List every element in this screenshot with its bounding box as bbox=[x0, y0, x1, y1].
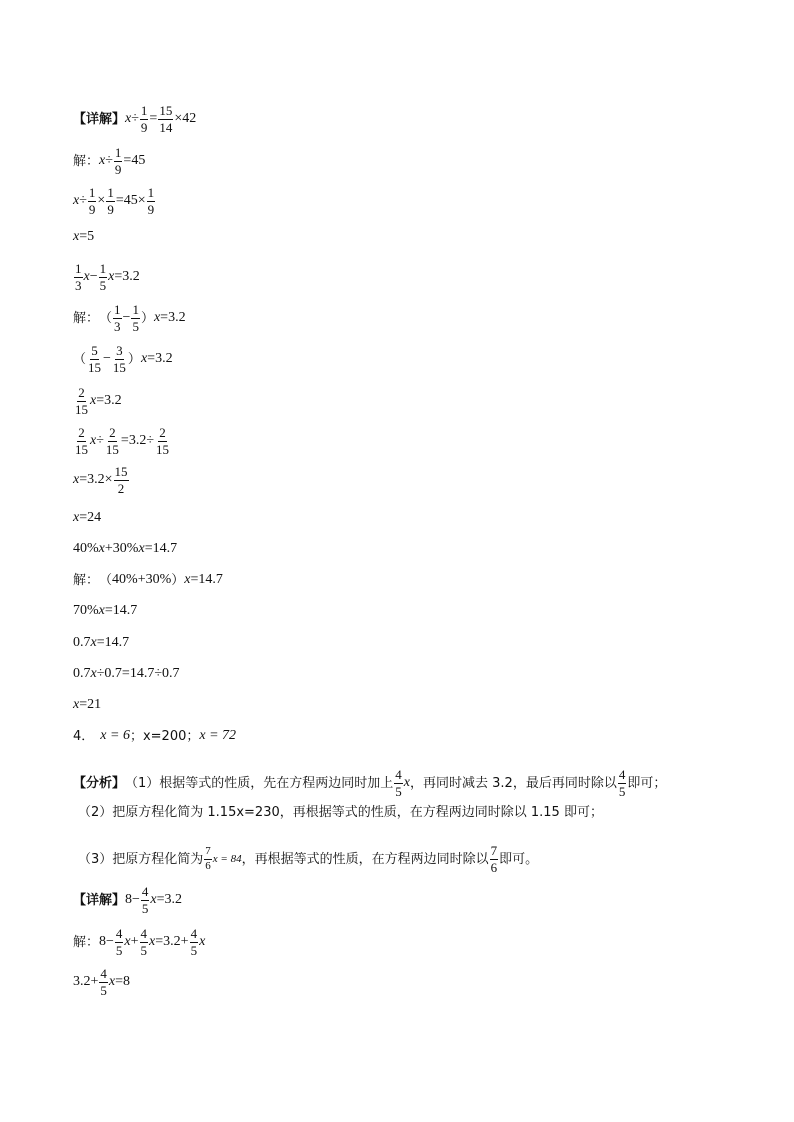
paren-close: ） bbox=[140, 310, 154, 326]
num-3-2: 3.2 bbox=[73, 974, 91, 990]
fraction-4-5: $\frac{4}{5}$ bbox=[618, 767, 626, 799]
num-0-7: 0.7 bbox=[104, 666, 122, 681]
op-eq: = bbox=[104, 603, 113, 618]
op-eq: = bbox=[96, 393, 105, 409]
var-x: x bbox=[108, 974, 116, 990]
paren-close: ） bbox=[171, 572, 185, 588]
fraction-15-14: $\frac{15}{14}$ bbox=[159, 103, 173, 135]
eq-line-4 bbox=[73, 230, 764, 244]
paren-open: （ bbox=[99, 572, 113, 588]
op-div: ÷ bbox=[96, 433, 104, 449]
num-45: 45 bbox=[123, 193, 138, 209]
op-eq: = bbox=[155, 934, 164, 950]
var-x: x bbox=[403, 775, 411, 791]
fraction-1-5: $\frac{1}{5}$ bbox=[99, 261, 107, 293]
op-div: ÷ bbox=[96, 666, 105, 681]
var-x: x bbox=[73, 193, 80, 209]
num-8: 8 bbox=[125, 892, 133, 908]
num-40: 40 bbox=[73, 541, 87, 556]
answer-line-4 bbox=[73, 729, 764, 743]
op-div: ÷ bbox=[79, 193, 87, 209]
op-minus: − bbox=[103, 351, 111, 367]
paren-open: （ bbox=[73, 351, 87, 367]
num-8: 8 bbox=[99, 934, 107, 950]
var-x: x bbox=[199, 934, 206, 950]
eq-line-17 bbox=[73, 698, 764, 712]
num-3-2: 3.2 bbox=[168, 310, 186, 326]
var-x: x bbox=[140, 351, 148, 367]
analysis-line-2 bbox=[78, 806, 764, 819]
num-3-2: 3.2 bbox=[104, 393, 122, 409]
solve-label: 解： bbox=[73, 153, 100, 169]
fraction-1-9: $\frac{1}{9}$ bbox=[114, 145, 122, 177]
analysis-label: 【分析】 bbox=[73, 775, 126, 791]
var-x: x bbox=[138, 541, 145, 556]
eq-line-8 bbox=[73, 386, 764, 416]
op-plus: + bbox=[137, 572, 146, 587]
answer-number: 4． bbox=[73, 728, 95, 744]
op-eq: = bbox=[156, 892, 165, 908]
fraction-1-9: $\frac{1}{9}$ bbox=[88, 185, 96, 217]
op-div: ÷ bbox=[105, 153, 113, 169]
fraction-15-2: $\frac{15}{2}$ bbox=[114, 464, 128, 496]
var-x: x bbox=[149, 934, 156, 950]
num-3-2: 3.2 bbox=[128, 433, 147, 449]
num-0-7: 0.7 bbox=[73, 635, 91, 650]
op-plus: + bbox=[104, 541, 113, 556]
var-x: x bbox=[184, 572, 191, 587]
fraction-7-6: $\frac{7}{6}$ bbox=[205, 845, 211, 872]
op-plus: + bbox=[130, 934, 139, 950]
op-times: × bbox=[97, 193, 106, 209]
fraction-2-15: $\frac{2}{15}$ bbox=[75, 385, 88, 417]
analysis-line-1 bbox=[73, 768, 764, 798]
var-x: x bbox=[153, 310, 161, 326]
op-eq: = bbox=[79, 697, 88, 712]
percent-sign: % bbox=[87, 541, 99, 556]
fraction-4-5: $\frac{4}{5}$ bbox=[100, 966, 107, 998]
percent-sign: % bbox=[159, 572, 172, 587]
num-40: 40 bbox=[112, 572, 127, 587]
num-0-7: 0.7 bbox=[73, 666, 91, 681]
fraction-2-15: $\frac{2}{15}$ bbox=[156, 425, 169, 457]
num-14-7: 14.7 bbox=[198, 572, 223, 587]
op-eq: = bbox=[79, 472, 88, 488]
eq-line-6 bbox=[73, 303, 764, 333]
eq-line-11 bbox=[73, 511, 764, 525]
num-3-2: 3.2 bbox=[155, 351, 173, 367]
op-eq: = bbox=[160, 310, 169, 326]
analysis-p3-pre: （3）把原方程化简为 bbox=[78, 851, 204, 867]
op-times: × bbox=[174, 111, 183, 127]
fraction-1-9: $\frac{1}{9}$ bbox=[147, 185, 155, 217]
op-minus: − bbox=[89, 269, 98, 285]
var-x: x bbox=[73, 472, 80, 488]
num-14-7: 14.7 bbox=[152, 541, 178, 556]
op-div: ÷ bbox=[131, 111, 139, 127]
analysis-p1-post: 即可； bbox=[627, 775, 667, 791]
solve-label: 解： bbox=[73, 934, 100, 950]
eq-line-23 bbox=[73, 927, 764, 957]
num-30: 30 bbox=[145, 572, 160, 587]
var-x: x bbox=[90, 666, 97, 681]
op-times: × bbox=[137, 193, 146, 209]
eq-line-13 bbox=[73, 573, 764, 587]
var-x: x bbox=[83, 269, 90, 285]
eq-line-12 bbox=[73, 542, 764, 556]
percent-sign: % bbox=[126, 572, 138, 587]
op-eq: = bbox=[115, 974, 124, 990]
eq-line-9 bbox=[73, 426, 764, 456]
op-plus: + bbox=[90, 974, 99, 990]
solve-label: 解： bbox=[73, 572, 100, 588]
eq-line-3 bbox=[73, 186, 764, 216]
fraction-3-15: $\frac{3}{15}$ bbox=[112, 343, 126, 375]
num-14-7: 14.7 bbox=[112, 603, 138, 618]
fraction-4-5: $\frac{4}{5}$ bbox=[141, 884, 149, 916]
fraction-2-15: $\frac{2}{15}$ bbox=[75, 425, 88, 457]
num-42: 42 bbox=[182, 111, 197, 127]
eq-line-16 bbox=[73, 667, 764, 681]
fraction-7-6: $\frac{7}{6}$ bbox=[490, 843, 498, 875]
fraction-4-5: $\frac{4}{5}$ bbox=[190, 926, 198, 958]
num-3-2: 3.2 bbox=[164, 892, 183, 908]
analysis-line-3 bbox=[78, 844, 764, 874]
solve-label: 解： bbox=[73, 310, 100, 326]
num-14-7: 14.7 bbox=[104, 635, 130, 650]
eq-line-1 bbox=[73, 104, 764, 134]
percent-sign: % bbox=[87, 603, 99, 618]
eq-line-14 bbox=[73, 604, 764, 618]
var-x: x bbox=[108, 269, 115, 285]
op-eq: = bbox=[121, 666, 130, 681]
var-x: x bbox=[90, 393, 97, 409]
analysis-p3-eq: x = 84 bbox=[212, 852, 242, 865]
var-x: x bbox=[90, 433, 97, 449]
eq-line-7 bbox=[73, 344, 764, 374]
op-times: × bbox=[104, 472, 113, 488]
fraction-1-3: $\frac{1}{3}$ bbox=[75, 261, 82, 293]
fraction-4-5: $\frac{4}{5}$ bbox=[115, 926, 123, 958]
num-3-2: 3.2 bbox=[87, 472, 105, 488]
analysis-p2: （2）把原方程化简为 1.15x=230，再根据等式的性质，在方程两边同时除以 1.15 即可； bbox=[78, 805, 603, 820]
op-eq: = bbox=[79, 229, 88, 244]
detail-label: 【详解】 bbox=[73, 892, 126, 908]
num-8: 8 bbox=[123, 974, 131, 990]
fraction-1-5: $\frac{1}{5}$ bbox=[132, 302, 139, 334]
answer-1: x = 6 bbox=[100, 728, 130, 743]
paren-close: ） bbox=[127, 351, 141, 367]
answer-2: x=200； bbox=[142, 728, 200, 744]
op-eq: = bbox=[115, 193, 124, 209]
fraction-4-5: $\frac{4}{5}$ bbox=[140, 926, 148, 958]
op-eq: = bbox=[114, 269, 123, 285]
eq-line-5 bbox=[73, 262, 764, 292]
paren-open: （ bbox=[99, 310, 113, 326]
var-x: x bbox=[124, 934, 131, 950]
var-x: x bbox=[98, 541, 105, 556]
var-x: x bbox=[98, 603, 105, 618]
op-div: ÷ bbox=[146, 433, 154, 449]
var-x: x bbox=[73, 229, 80, 244]
op-minus: − bbox=[132, 892, 140, 908]
op-eq: = bbox=[123, 153, 132, 169]
detail-label: 【详解】 bbox=[73, 111, 126, 127]
op-eq: = bbox=[147, 351, 156, 367]
op-eq: = bbox=[79, 510, 88, 525]
num-24: 24 bbox=[87, 510, 102, 525]
eq-line-24 bbox=[73, 967, 764, 997]
fraction-1-3: $\frac{1}{3}$ bbox=[114, 302, 121, 334]
analysis-p3-post: 即可。 bbox=[499, 851, 539, 867]
answer-3: x = 72 bbox=[199, 728, 237, 743]
var-x: x bbox=[73, 510, 80, 525]
var-x: x bbox=[150, 892, 157, 908]
var-x: x bbox=[90, 635, 97, 650]
num-3-2: 3.2 bbox=[122, 269, 140, 285]
var-x: x bbox=[99, 153, 106, 169]
fraction-1-9: $\frac{1}{9}$ bbox=[107, 185, 114, 217]
num-5: 5 bbox=[87, 229, 95, 244]
fraction-2-15: $\frac{2}{15}$ bbox=[105, 425, 119, 457]
answer-separator: ； bbox=[129, 728, 143, 744]
eq-line-10 bbox=[73, 465, 764, 495]
op-plus: + bbox=[180, 934, 189, 950]
var-x: x bbox=[73, 697, 80, 712]
var-x: x bbox=[125, 111, 132, 127]
op-minus: − bbox=[122, 310, 131, 326]
eq-line-22 bbox=[73, 885, 764, 915]
op-eq: = bbox=[149, 111, 158, 127]
eq-line-15 bbox=[73, 636, 764, 650]
fraction-4-5: $\frac{4}{5}$ bbox=[395, 767, 402, 799]
num-70: 70 bbox=[73, 603, 87, 618]
num-30: 30 bbox=[112, 541, 127, 556]
op-eq: = bbox=[96, 635, 105, 650]
op-div: ÷ bbox=[154, 666, 162, 681]
op-eq: = bbox=[144, 541, 153, 556]
analysis-p1-mid: ，再同时减去 3.2，最后再同时除以 bbox=[410, 775, 617, 791]
eq-line-2 bbox=[73, 146, 764, 176]
analysis-p3-mid: ，再根据等式的性质，在方程两边同时除以 bbox=[241, 851, 489, 867]
op-eq: = bbox=[120, 433, 129, 449]
num-21: 21 bbox=[87, 697, 102, 712]
num-14-7: 14.7 bbox=[129, 666, 155, 681]
num-45: 45 bbox=[131, 153, 146, 169]
percent-sign: % bbox=[126, 541, 139, 556]
num-0-7: 0.7 bbox=[162, 666, 180, 681]
analysis-p1-pre: （1）根据等式的性质，先在方程两边同时加上 bbox=[125, 775, 394, 791]
op-eq: = bbox=[190, 572, 199, 587]
op-minus: − bbox=[106, 934, 114, 950]
fraction-1-9: $\frac{1}{9}$ bbox=[140, 103, 148, 135]
num-3-2: 3.2 bbox=[163, 934, 181, 950]
fraction-5-15: $\frac{5}{15}$ bbox=[88, 343, 102, 375]
